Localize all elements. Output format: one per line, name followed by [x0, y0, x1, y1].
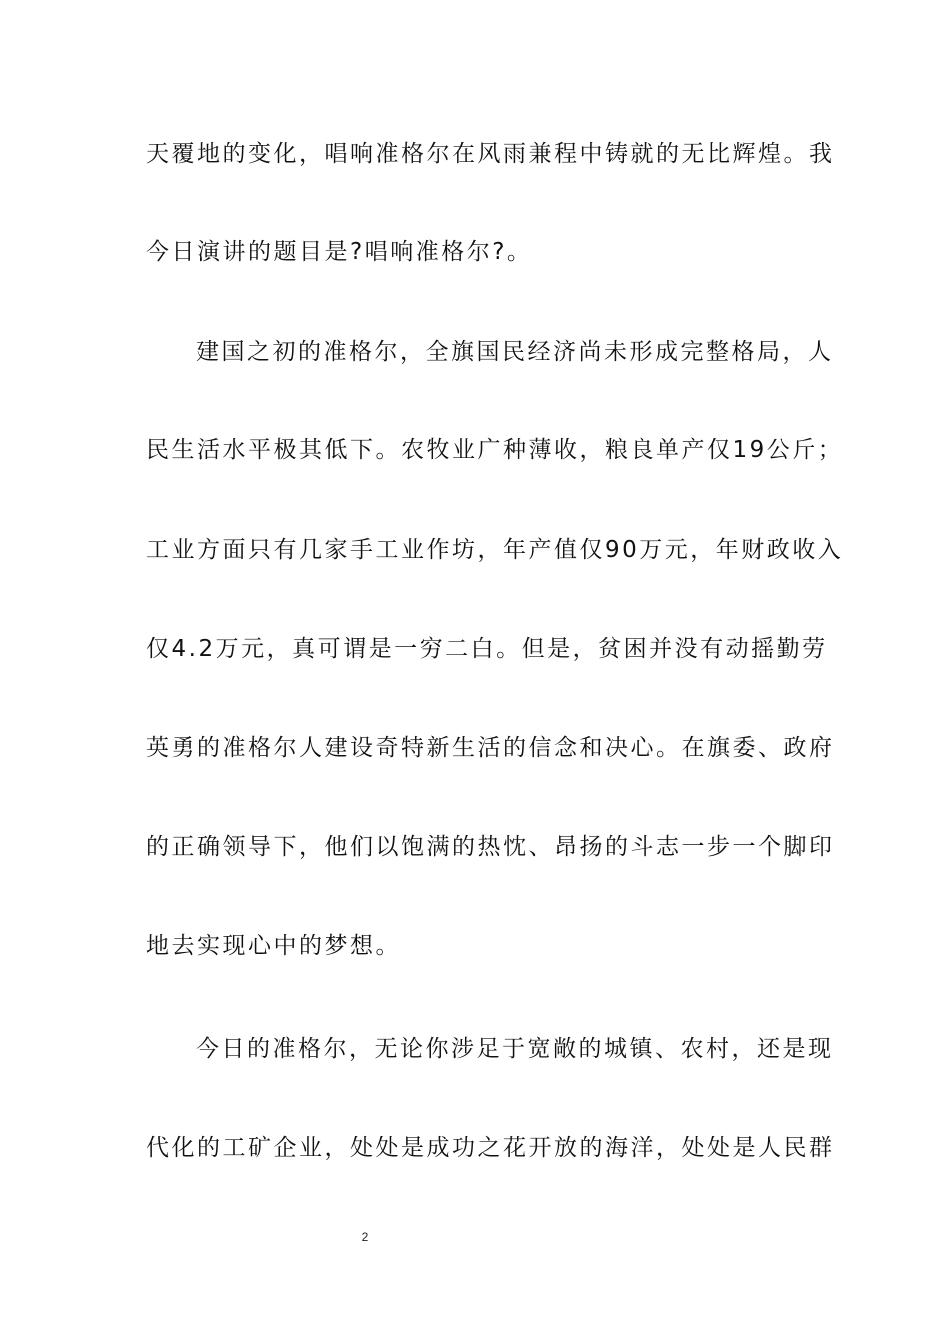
paragraph-line-4: 民生活水平极其低下。农牧业广种薄收，粮良单产仅19公斤；: [146, 437, 844, 463]
paragraph-line-2: 今日演讲的题目是?唱响准格尔?。: [146, 239, 533, 265]
paragraph-line-10: 今日的准格尔，无论你涉足于宽敞的城镇、农村，还是现: [196, 1036, 834, 1062]
paragraph-line-6: 仅4.2万元，真可谓是一穷二白。但是，贫困并没有动摇勤劳: [146, 636, 828, 662]
paragraph-line-5: 工业方面只有几家手工业作坊，年产值仅90万元，年财政收入: [146, 537, 844, 563]
paragraph-line-3: 建国之初的准格尔，全旗国民经济尚未形成完整格局，人: [196, 339, 834, 365]
page-number: 2: [361, 1230, 369, 1244]
paragraph-line-8: 的正确领导下，他们以饱满的热忱、昂扬的斗志一步一个脚印: [146, 834, 835, 860]
paragraph-line-11: 代化的工矿企业，处处是成功之花开放的海洋，处处是人民群: [146, 1135, 835, 1161]
paragraph-line-7: 英勇的准格尔人建设奇特新生活的信念和决心。在旗委、政府: [146, 735, 835, 761]
paragraph-line-9: 地去实现心中的梦想。: [146, 933, 401, 959]
paragraph-line-1: 天覆地的变化，唱响准格尔在风雨兼程中铸就的无比辉煌。我: [146, 141, 835, 167]
